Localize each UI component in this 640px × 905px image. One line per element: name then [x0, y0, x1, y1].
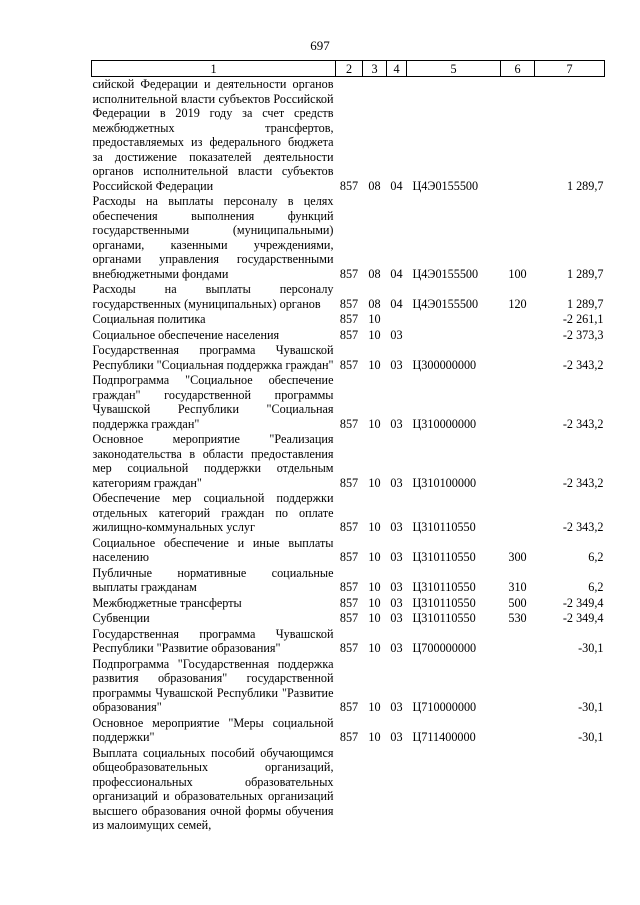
table-row: [92, 596, 605, 612]
row-name: Социальное обеспечение населения: [92, 327, 280, 342]
row-section: [363, 746, 387, 834]
table-row: [92, 373, 605, 432]
row-amount: -2 349,4: [562, 595, 604, 610]
row-expense-type: 300: [508, 550, 527, 564]
row-section: 10: [368, 357, 381, 372]
row-grbs: 857: [339, 595, 359, 610]
row-name: Расходы на выплаты персоналу государственных (муниципальных) органов: [92, 282, 334, 311]
row-subsection: 03: [390, 550, 403, 564]
row-section: 08: [368, 178, 381, 193]
row-amount: -30,1: [578, 700, 604, 714]
row-target-article: [407, 328, 501, 344]
row-expense-type: [501, 312, 535, 328]
row-target-article: Ц4Э0155500: [412, 266, 479, 281]
row-name: Подпрограмма "Социальное обеспечение граждан" государственной программы Чувашской Республики "Социальная поддержка граждан": [92, 373, 334, 431]
row-name: Государственная программа Чувашской Республики "Развитие образования": [92, 626, 334, 655]
table-row: [92, 312, 605, 328]
row-grbs: 857: [339, 312, 359, 326]
row-subsection: 04: [390, 296, 403, 311]
row-section: 10: [368, 475, 381, 490]
row-amount: -2 261,1: [562, 312, 604, 326]
row-subsection: 04: [390, 178, 403, 193]
row-grbs: 857: [339, 580, 359, 594]
table-row: [92, 746, 605, 834]
row-expense-type: [501, 657, 535, 716]
row-amount: -30,1: [578, 730, 604, 744]
row-amount: -30,1: [578, 641, 604, 655]
row-name: Основное мероприятие "Реализация законодательства в области предоставления мер социальной поддержки отдельным категориям граждан": [92, 432, 334, 490]
row-amount: -2 373,3: [562, 327, 604, 342]
row-target-article: Ц300000000: [412, 357, 477, 372]
row-expense-type: [501, 343, 535, 373]
row-amount: -2 343,2: [562, 416, 604, 431]
table-row: [92, 328, 605, 344]
row-expense-type: 100: [508, 266, 527, 281]
row-subsection: 03: [390, 327, 403, 342]
row-target-article: [407, 746, 501, 834]
header-cell-6: 6: [501, 61, 535, 77]
row-section: 10: [368, 327, 381, 342]
row-section: 10: [368, 520, 381, 534]
row-name: Выплата социальных пособий обучающимся общеобразовательных организаций, профессиональных образовательных организаций и образовательных организаций высшего образования очной формы обучения из малоимущих семей,: [92, 745, 334, 832]
row-amount: 1 289,7: [566, 296, 604, 311]
row-expense-type: [501, 432, 535, 491]
table-row: [92, 716, 605, 746]
row-amount: -2 343,2: [562, 520, 604, 534]
table-row: [92, 282, 605, 312]
row-name: Основное мероприятие "Меры социальной поддержки": [92, 715, 334, 744]
row-grbs: 857: [339, 475, 359, 490]
row-target-article: Ц310110550: [412, 550, 476, 564]
row-section: 10: [368, 580, 381, 594]
row-target-article: Ц711400000: [412, 730, 476, 744]
row-subsection: 03: [390, 641, 403, 655]
header-cell-1: 1: [92, 61, 336, 77]
row-target-article: Ц4Э0155500: [412, 178, 479, 193]
row-section: 08: [368, 296, 381, 311]
row-grbs: 857: [339, 730, 359, 744]
row-section: 08: [368, 266, 381, 281]
row-grbs: 857: [339, 700, 359, 714]
table-row: [92, 536, 605, 566]
row-name: Публичные нормативные социальные выплаты гражданам: [92, 565, 334, 594]
row-amount: -2 343,2: [562, 357, 604, 372]
page-number: 697: [310, 38, 330, 53]
row-target-article: [407, 312, 501, 328]
header-cell-3: 3: [363, 61, 387, 77]
row-grbs: 857: [339, 296, 359, 311]
table-row: [92, 627, 605, 657]
row-expense-type: 310: [508, 580, 527, 594]
row-name: сийской Федерации и деятельности органов исполнительной власти субъектов Российской Федерации в 2019 году за счет средств межбюджетных трансфертов, предоставляемых из федерального бюджета за достижение показателей деятельности органов исполнительной власти субъектов Российской Федерации: [92, 77, 334, 193]
row-grbs: 857: [339, 327, 359, 342]
row-section: 10: [368, 416, 381, 431]
row-grbs: 857: [339, 520, 359, 534]
row-subsection: 03: [390, 520, 403, 534]
table-row: [92, 77, 605, 195]
row-section: 10: [368, 550, 381, 564]
row-subsection: 03: [390, 595, 403, 610]
row-grbs: 857: [339, 357, 359, 372]
table-body: [92, 77, 605, 834]
row-target-article: Ц4Э0155500: [412, 296, 479, 311]
row-grbs: 857: [339, 266, 359, 281]
row-subsection: 03: [390, 357, 403, 372]
row-name: Социальное обеспечение и иные выплаты населению: [92, 535, 334, 564]
row-expense-type: [501, 627, 535, 657]
row-target-article: Ц710000000: [412, 700, 477, 714]
row-target-article: Ц700000000: [412, 641, 477, 655]
row-expense-type: [501, 373, 535, 432]
row-grbs: 857: [339, 416, 359, 431]
row-name: Подпрограмма "Государственная поддержка развития образования" государственной программы Чувашской Республики "Развитие образования": [92, 656, 334, 714]
row-grbs: 857: [339, 178, 359, 193]
row-target-article: Ц310100000: [412, 475, 477, 490]
row-name: Обеспечение мер социальной поддержки отдельных категорий граждан по оплате жилищно-коммунальных услуг: [92, 491, 334, 534]
row-subsection: 03: [390, 611, 403, 625]
row-target-article: Ц310110550: [412, 611, 476, 625]
row-name: Субвенции: [92, 611, 150, 625]
header-row: [92, 61, 605, 77]
row-amount: [535, 746, 605, 834]
row-grbs: [336, 746, 363, 834]
row-target-article: Ц310110550: [412, 520, 476, 534]
row-amount: -2 349,4: [562, 611, 604, 625]
row-amount: -2 343,2: [562, 475, 604, 490]
row-section: 10: [368, 730, 381, 744]
row-expense-type: [501, 746, 535, 834]
row-expense-type: [501, 328, 535, 344]
row-amount: 1 289,7: [566, 178, 604, 193]
budget-table: [91, 60, 605, 834]
row-subsection: [387, 746, 407, 834]
header-cell-4: 4: [387, 61, 407, 77]
row-name: Межбюджетные трансферты: [92, 595, 242, 610]
row-subsection: 03: [390, 730, 403, 744]
row-subsection: 03: [390, 580, 403, 594]
row-expense-type: [501, 77, 535, 195]
header-cell-5: 5: [407, 61, 501, 77]
row-subsection: 03: [390, 416, 403, 431]
row-expense-type: 120: [508, 296, 527, 311]
row-subsection: 04: [390, 266, 403, 281]
row-amount: 6,2: [588, 580, 604, 594]
row-grbs: 857: [339, 611, 359, 625]
row-section: 10: [368, 312, 381, 326]
row-expense-type: [501, 491, 535, 536]
row-amount: 1 289,7: [566, 266, 604, 281]
row-name: Государственная программа Чувашской Республики "Социальная поддержка граждан": [92, 343, 334, 372]
table-row: [92, 611, 605, 627]
table-row: [92, 194, 605, 282]
header-cell-2: 2: [336, 61, 363, 77]
row-target-article: Ц310110550: [412, 580, 476, 594]
table-row: [92, 657, 605, 716]
table-row: [92, 491, 605, 536]
row-expense-type: 500: [508, 595, 527, 610]
table-row: [92, 343, 605, 373]
row-grbs: 857: [339, 641, 359, 655]
row-grbs: 857: [339, 550, 359, 564]
row-subsection: [387, 312, 407, 328]
row-subsection: 03: [390, 700, 403, 714]
row-section: 10: [368, 700, 381, 714]
row-section: 10: [368, 595, 381, 610]
row-expense-type: 530: [508, 611, 527, 625]
row-name: Расходы на выплаты персоналу в целях обеспечения выполнения функций государственными (муниципальными) органами, казенными учреждениями, органами управления государственными внебюджетными фондами: [92, 194, 334, 281]
row-target-article: Ц310110550: [412, 595, 476, 610]
row-target-article: Ц310000000: [412, 416, 477, 431]
row-section: 10: [368, 611, 381, 625]
row-expense-type: [501, 716, 535, 746]
row-subsection: 03: [390, 475, 403, 490]
row-section: 10: [368, 641, 381, 655]
table-row: [92, 432, 605, 491]
row-amount: 6,2: [588, 550, 604, 564]
table-row: [92, 566, 605, 596]
row-name: Социальная политика: [92, 312, 206, 326]
header-cell-7: 7: [535, 61, 605, 77]
